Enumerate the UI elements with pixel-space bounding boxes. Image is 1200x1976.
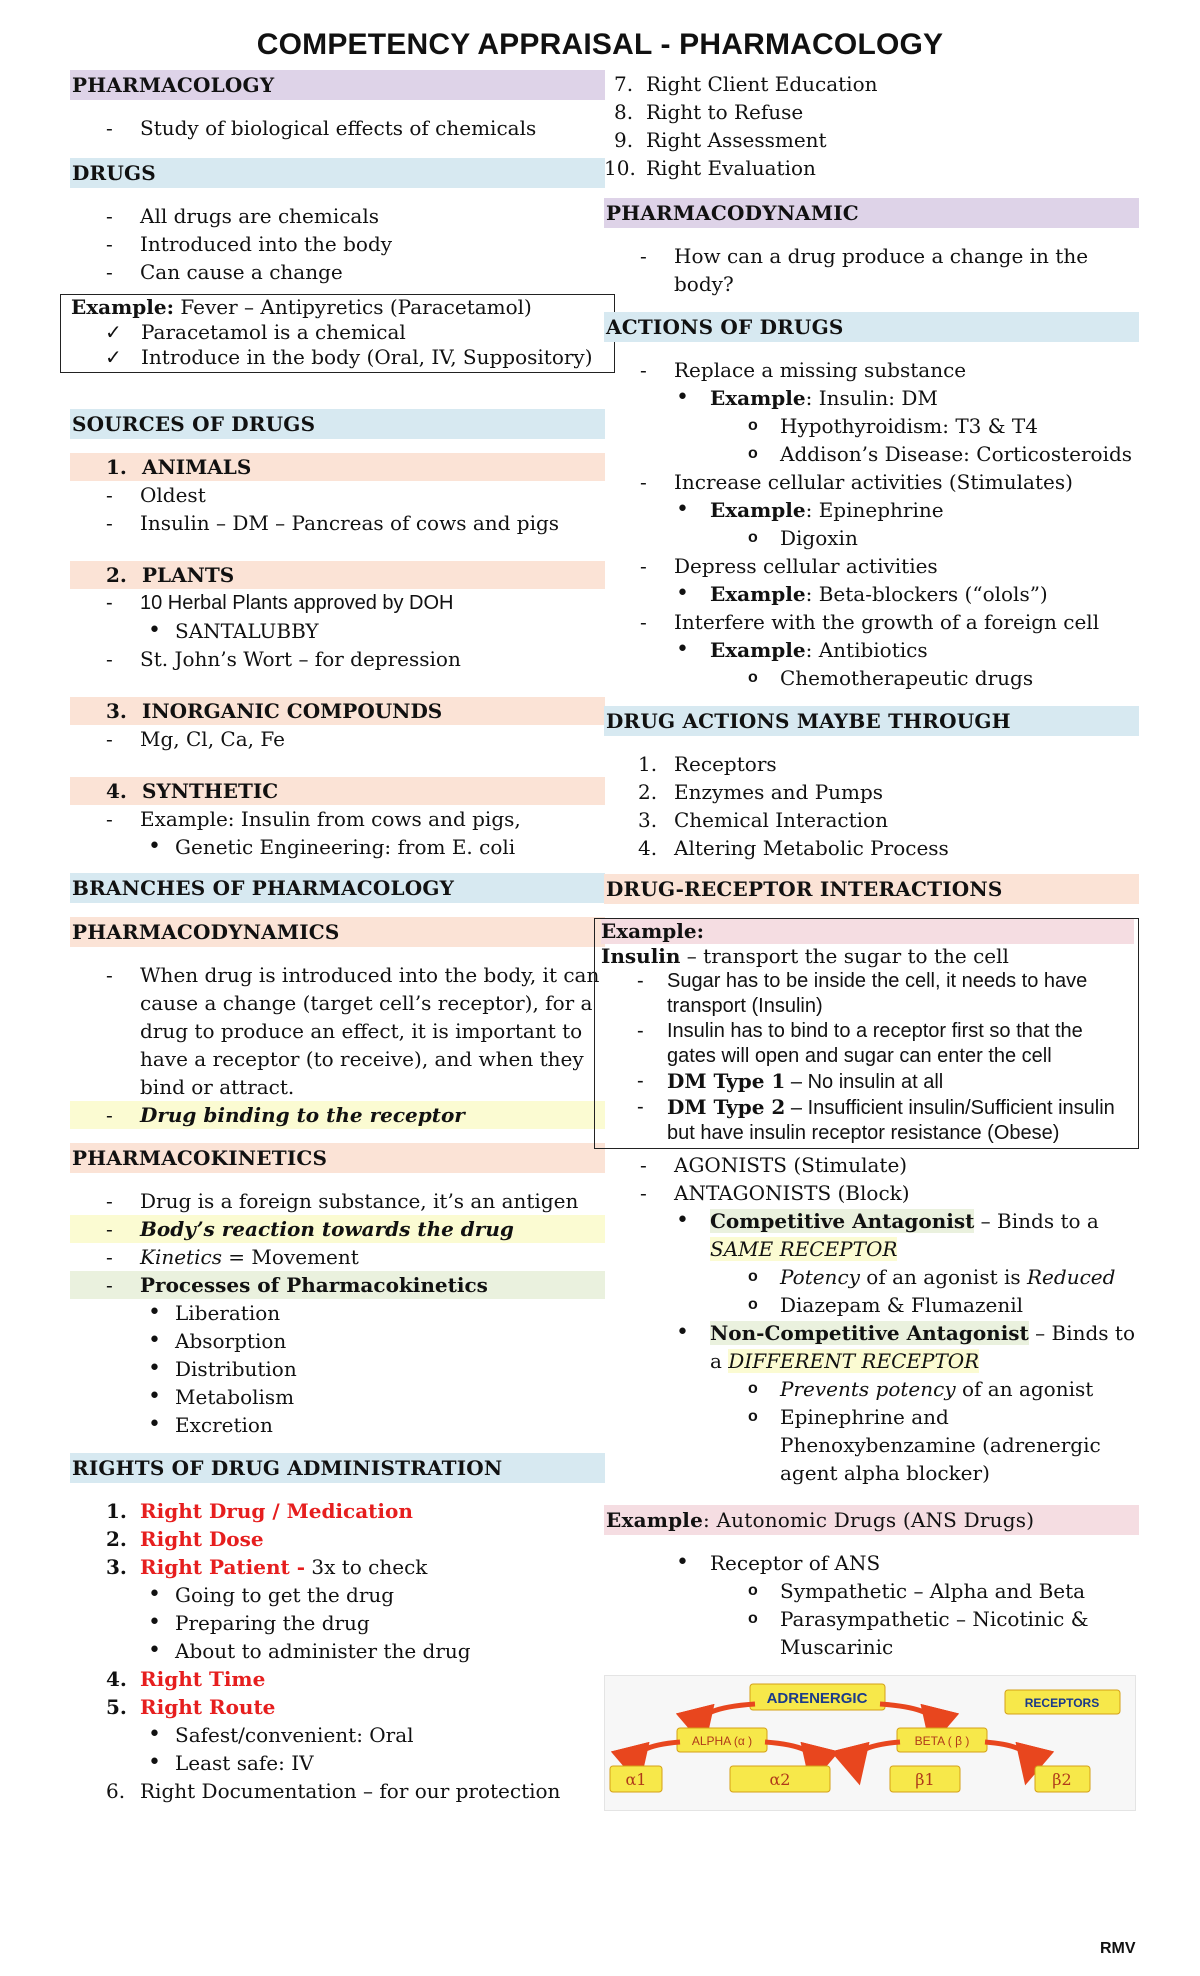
arrow-alpha1 bbox=[635, 1742, 680, 1766]
section-header-pharmacodynamics: PHARMACODYNAMICS bbox=[70, 917, 605, 947]
list-item: - Replace a missing substance bbox=[604, 356, 1139, 384]
bullet-item: • Preparing the drug bbox=[70, 1609, 605, 1637]
list-item: - Interfere with the growth of a foreign cell bbox=[604, 608, 1139, 636]
bullet-item: • Liberation bbox=[70, 1299, 605, 1327]
highlight-item: - Drug binding to the receptor bbox=[70, 1101, 605, 1129]
right-item: 5. Right Route bbox=[106, 1695, 276, 1719]
bullet-item: • Safest/convenient: Oral bbox=[70, 1721, 605, 1749]
insulin-example-box bbox=[594, 918, 1139, 1149]
section-header-actions: ACTIONS OF DRUGS bbox=[604, 312, 1139, 342]
highlight-item: - Body’s reaction towards the drug bbox=[70, 1215, 605, 1243]
ans-example-header: Example: Autonomic Drugs (ANS Drugs) bbox=[604, 1505, 1139, 1535]
bullet-item: • Example: Antibiotics bbox=[604, 636, 1139, 664]
bullet-item: • Receptor of ANS bbox=[604, 1549, 1139, 1577]
arrow-beta2 bbox=[985, 1742, 1030, 1766]
sub-item: o Epinephrine and Phenoxybenzamine (adrenergic agent alpha blocker) bbox=[604, 1403, 1139, 1487]
example-text: Fever – Antipyretics (Paracetamol) bbox=[173, 295, 532, 319]
list-item: - Can cause a change bbox=[70, 258, 605, 286]
bullet-item: • Non-Competitive Antagonist – Binds to a DIFFERENT RECEPTOR bbox=[604, 1319, 1139, 1375]
section-header-pharmacokinetics: PHARMACOKINETICS bbox=[70, 1143, 605, 1173]
right-item: 4. Right Time bbox=[106, 1667, 266, 1691]
footer-initials: RMV bbox=[1100, 1940, 1136, 1957]
list-item: - AGONISTS (Stimulate) bbox=[604, 1151, 1139, 1179]
right-item: 2. Right Dose bbox=[106, 1527, 264, 1551]
bullet-item: • Going to get the drug bbox=[70, 1581, 605, 1609]
b2-label: β2 bbox=[1052, 1770, 1072, 1789]
through-item: 3. Chemical Interaction bbox=[638, 808, 888, 832]
subheader-synthetic: 4. SYNTHETIC bbox=[70, 777, 605, 805]
section-header-through: DRUG ACTIONS MAYBE THROUGH bbox=[604, 706, 1139, 736]
list-item: - St. John’s Wort – for depression bbox=[70, 645, 605, 673]
list-item: - Example: Insulin from cows and pigs, bbox=[70, 805, 605, 833]
section-header-branches: BRANCHES OF PHARMACOLOGY bbox=[70, 873, 605, 903]
sub-item: o Prevents potency of an agonist bbox=[604, 1375, 1139, 1403]
list-item: - Depress cellular activities bbox=[604, 552, 1139, 580]
arrow-alpha2 bbox=[765, 1742, 815, 1766]
sub-item: o Addison’s Disease: Corticosteroids bbox=[604, 440, 1139, 468]
bullet-item: • Absorption bbox=[70, 1327, 605, 1355]
a2-label: α2 bbox=[769, 1770, 791, 1789]
subheader-plants: 2. PLANTS bbox=[70, 561, 605, 589]
list-item: - Study of biological effects of chemicals bbox=[70, 114, 605, 142]
arrow-to-beta bbox=[880, 1704, 935, 1728]
list-item: - 10 Herbal Plants approved by DOH bbox=[70, 589, 605, 617]
list-item: - Insulin – DM – Pancreas of cows and pigs bbox=[70, 509, 605, 537]
page-title: COMPETENCY APPRAISAL - PHARMACOLOGY bbox=[256, 28, 944, 61]
bullet-item: • Example: Epinephrine bbox=[604, 496, 1139, 524]
b1-label: β1 bbox=[915, 1770, 935, 1789]
list-item: - Insulin has to bind to a receptor first so that the gates will open and sugar can enter the cell bbox=[601, 1019, 1134, 1069]
alpha-label: ALPHA (α ) bbox=[691, 1734, 753, 1748]
list-item: - ANTAGONISTS (Block) bbox=[604, 1179, 1139, 1207]
through-item: 2. Enzymes and Pumps bbox=[638, 780, 884, 804]
list-item: - Introduced into the body bbox=[70, 230, 605, 258]
example-label: Example: bbox=[601, 919, 1134, 944]
bullet-item: • About to administer the drug bbox=[70, 1637, 605, 1665]
bullet-item: • Example: Beta-blockers (“olols”) bbox=[604, 580, 1139, 608]
list-item: - Kinetics = Movement bbox=[70, 1243, 605, 1271]
sub-item: o Parasympathetic – Nicotinic & Muscarinic bbox=[604, 1605, 1139, 1661]
section-header-drugs: DRUGS bbox=[70, 158, 605, 188]
insulin-line: Insulin – transport the sugar to the cell bbox=[601, 944, 1009, 968]
sub-item: o Chemotherapeutic drugs bbox=[604, 664, 1139, 692]
section-header-pharmacodynamic: PHARMACODYNAMIC bbox=[604, 198, 1139, 228]
arrow-beta1 bbox=[855, 1742, 900, 1766]
beta-label: BETA ( β ) bbox=[914, 1734, 970, 1748]
right-item: 3. Right Patient - 3x to check bbox=[106, 1555, 428, 1579]
example-label: Example: bbox=[71, 295, 174, 319]
list-item: - Mg, Cl, Ca, Fe bbox=[70, 725, 605, 753]
bullet-item: • Metabolism bbox=[70, 1383, 605, 1411]
bullet-item: • Genetic Engineering: from E. coli bbox=[70, 833, 605, 861]
right-item: 1. Right Drug / Medication bbox=[106, 1499, 413, 1523]
section-header-sources: SOURCES OF DRUGS bbox=[70, 409, 605, 439]
bullet-item: • SANTALUBBY bbox=[70, 617, 605, 645]
right-item: 6. Right Documentation – for our protection bbox=[106, 1779, 561, 1803]
example-box bbox=[60, 294, 615, 373]
right-item: 7. Right Client Education bbox=[614, 72, 878, 96]
list-item: - How can a drug produce a change in the body? bbox=[604, 242, 1139, 298]
list-item: - Sugar has to be inside the cell, it needs to have transport (Insulin) bbox=[601, 969, 1134, 1019]
list-item: - DM Type 2 – Insufficient insulin/Sufficient insulin but have insulin receptor resistance (Obese) bbox=[601, 1095, 1134, 1146]
adrenergic-receptors-diagram bbox=[604, 1675, 1136, 1811]
arrow-to-alpha bbox=[700, 1704, 755, 1728]
check-item: ✓ Paracetamol is a chemical bbox=[71, 320, 604, 345]
bullet-item: • Least safe: IV bbox=[70, 1749, 605, 1777]
list-item: - DM Type 1 – No insulin at all bbox=[601, 1069, 1134, 1095]
sub-item: o Digoxin bbox=[604, 524, 1139, 552]
through-item: 1. Receptors bbox=[638, 752, 777, 776]
right-column bbox=[601, 70, 1139, 1811]
sub-item: o Sympathetic – Alpha and Beta bbox=[604, 1577, 1139, 1605]
check-item: ✓ Introduce in the body (Oral, IV, Suppository) bbox=[71, 345, 604, 370]
right-item: 9. Right Assessment bbox=[614, 128, 827, 152]
list-item: - Oldest bbox=[70, 481, 605, 509]
section-header-drug-receptor: DRUG-RECEPTOR INTERACTIONS bbox=[604, 874, 1139, 904]
subheader-animals: 1. ANIMALS bbox=[70, 453, 605, 481]
bullet-item: • Excretion bbox=[70, 1411, 605, 1439]
bullet-item: • Example: Insulin: DM bbox=[604, 384, 1139, 412]
bullet-item: • Distribution bbox=[70, 1355, 605, 1383]
bullet-item: • Competitive Antagonist – Binds to a SAME RECEPTOR bbox=[604, 1207, 1139, 1263]
list-item: - Drug is a foreign substance, it’s an antigen bbox=[70, 1187, 605, 1215]
sub-item: o Potency of an agonist is Reduced bbox=[604, 1263, 1139, 1291]
subheader-inorganic: 3. INORGANIC COMPOUNDS bbox=[70, 697, 605, 725]
list-item: - All drugs are chemicals bbox=[70, 202, 605, 230]
highlight-item: - Processes of Pharmacokinetics bbox=[70, 1271, 605, 1299]
adrenergic-diagram-svg bbox=[605, 1676, 1135, 1810]
list-item: - Increase cellular activities (Stimulates) bbox=[604, 468, 1139, 496]
section-header-pharmacology: PHARMACOLOGY bbox=[70, 70, 605, 100]
through-item: 4. Altering Metabolic Process bbox=[638, 836, 949, 860]
paragraph-pharmacodynamics: - When drug is introduced into the body, it can cause a change (target cell’s receptor), for a drug to produce an effect, it is important to have a receptor (to receive), and when they bind or attract. bbox=[70, 961, 605, 1101]
left-column bbox=[70, 70, 605, 1805]
a1-label: α1 bbox=[625, 1770, 647, 1789]
right-item: 10. Right Evaluation bbox=[604, 156, 816, 180]
section-header-rights: RIGHTS OF DRUG ADMINISTRATION bbox=[70, 1453, 605, 1483]
right-item: 8. Right to Refuse bbox=[614, 100, 804, 124]
sub-item: o Hypothyroidism: T3 & T4 bbox=[604, 412, 1139, 440]
receptors-label: RECEPTORS bbox=[1024, 1696, 1100, 1710]
adrenergic-label: ADRENERGIC bbox=[766, 1690, 868, 1707]
sub-item: o Diazepam & Flumazenil bbox=[604, 1291, 1139, 1319]
